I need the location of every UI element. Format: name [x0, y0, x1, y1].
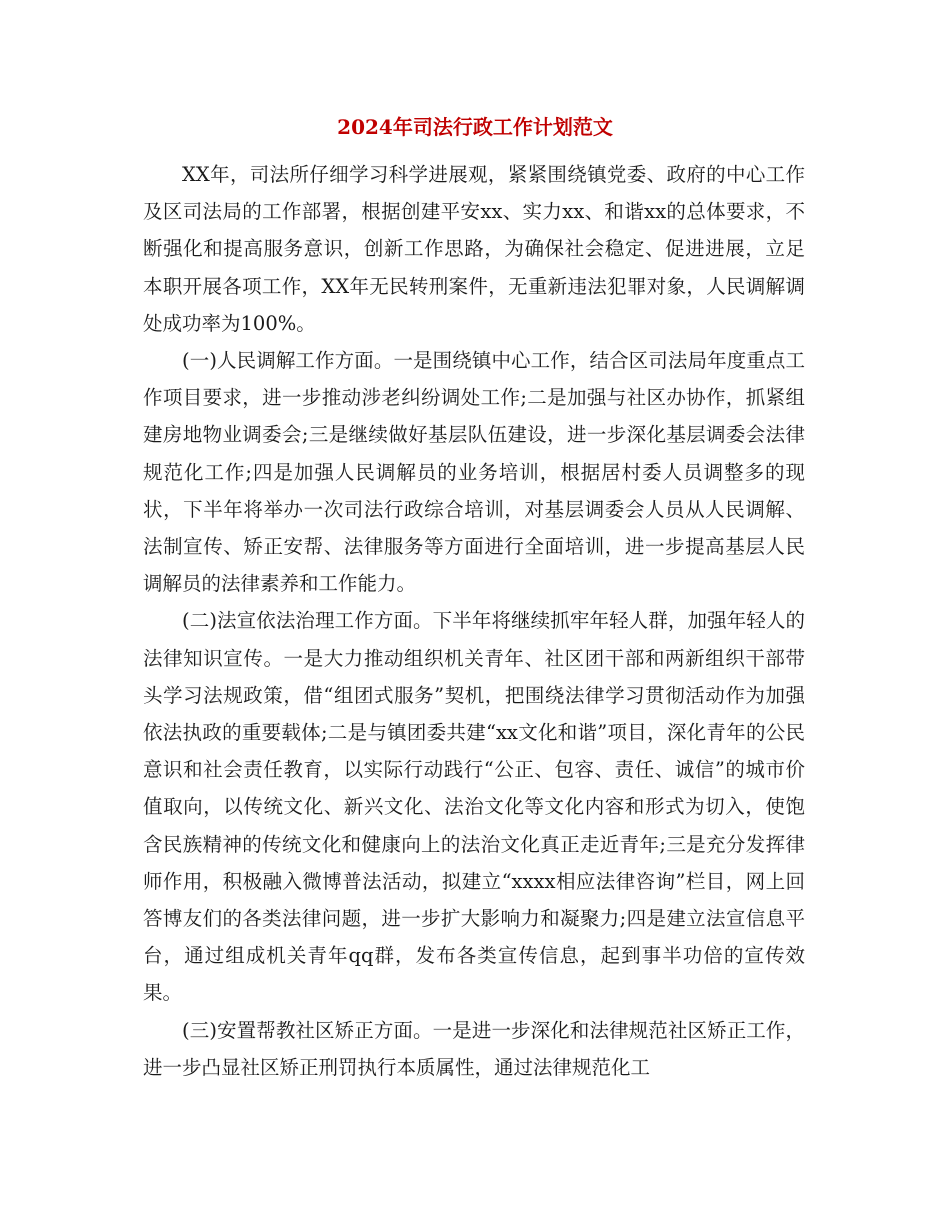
document-title: 2024年司法行政工作计划范文 [337, 115, 613, 139]
document-body [143, 156, 805, 1086]
paragraph-intro: XX年，司法所仔细学习科学进展观，紧紧围绕镇党委、政府的中心工作及区司法局的工作部署，根据创建平安xx、实力xx、和谐xx的总体要求，不断强化和提高服务意识，创新工作思路，为确保社会稳定、促进进展，立足本职开展各项工作，XX年无民转刑案件，无重新违法犯罪对象，人民调解调处成功率为100%。 [143, 163, 805, 335]
paragraph-mediation: (一)人民调解工作方面。一是围绕镇中心工作，结合区司法局年度重点工作项目要求，进一步推动涉老纠纷调处工作;二是加强与社区办协作，抓紧组建房地物业调委会;三是继续做好基层队伍建设，进一步深化基层调委会法律规范化工作;四是加强人民调解员的业务培训，根据居村委人员调整多的现状，下半年将举办一次司法行政综合培训，对基层调委会人员从人民调解、法制宣传、矫正安帮、法律服务等方面进行全面培训，进一步提高基层人民调解员的法律素养和工作能力。 [143, 349, 805, 596]
paragraph-community-correction: (三)安置帮教社区矫正方面。一是进一步深化和法律规范社区矫正工作，进一步凸显社区矫正刑罚执行本质属性，通过法律规范化工 [143, 1018, 805, 1079]
paragraph-legal-publicity: (二)法宣依法治理工作方面。下半年将继续抓牢年轻人群，加强年轻人的法律知识宣传。一是大力推动组织机关青年、社区团干部和两新组织干部带头学习法规政策，借“组团式服务”契机，把围绕法律学习贯彻活动作为加强依法执政的重要载体;二是与镇团委共建“xx文化和谐”项目，深化青年的公民意识和社会责任教育，以实际行动践行“公正、包容、责任、诚信”的城市价值取向，以传统文化、新兴文化、法治文化等文化内容和形式为切入，使饱含民族精神的传统文化和健康向上的法治文化真正走近青年;三是充分发挥律师作用，积极融入微博普法活动，拟建立“xxxx相应法律咨询”栏目，网上回答博友们的各类法律问题，进一步扩大影响力和凝聚力;四是建立法宣信息平台，通过组成机关青年qq群，发布各类宣传信息，起到事半功倍的宣传效果。 [143, 609, 805, 1005]
